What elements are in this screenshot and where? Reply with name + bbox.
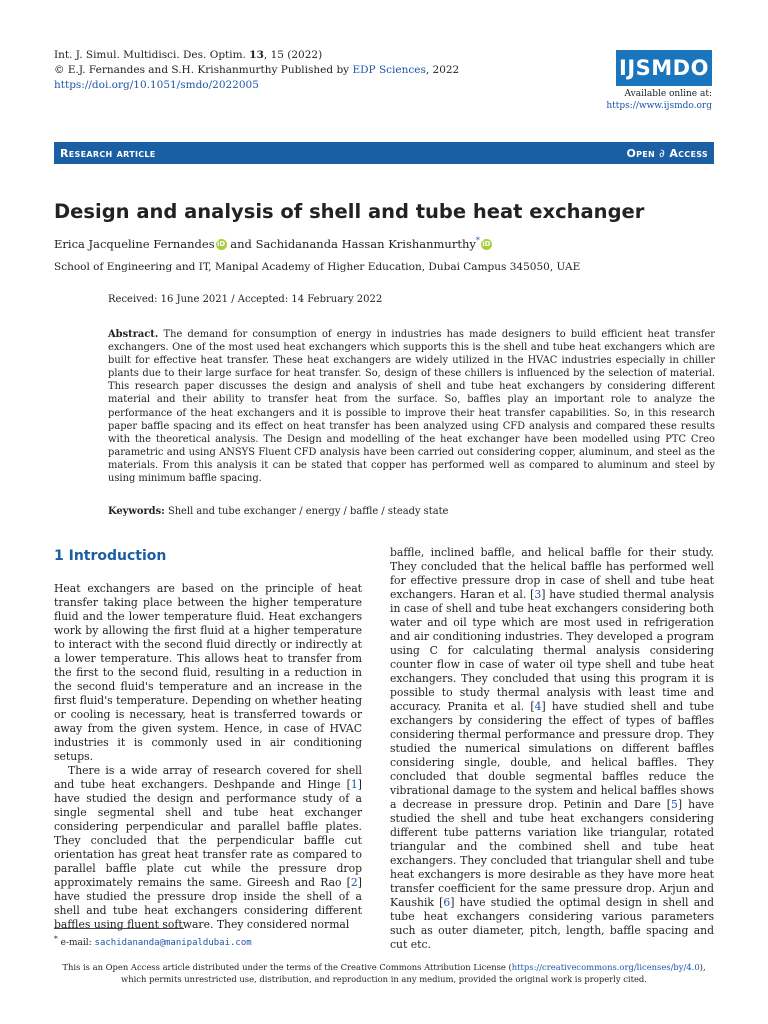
article-title: Design and analysis of shell and tube heat exchanger	[54, 200, 645, 223]
reference-link[interactable]: 5	[670, 798, 678, 811]
copyright-year: , 2022	[425, 64, 460, 76]
journal-logo[interactable]: IJSMDO	[616, 50, 712, 86]
paragraph-text: ] have studied the optimal design in shell and tube heat exchangers considering various parameters such as outer diameter, pitch, length, baffle spacing and cut etc.	[390, 896, 714, 951]
article-type-label: Research article	[60, 146, 156, 160]
section-number: 1	[54, 548, 64, 564]
footnote	[54, 934, 252, 948]
abstract-label: Abstract.	[108, 329, 159, 340]
email-link[interactable]: sachidananda@manipaldubai.com	[94, 938, 252, 948]
journal-info	[54, 48, 459, 93]
abstract-text: The demand for consumption of energy in industries has made designers to build efficient heat transfer exchangers. One of the most used heat exchangers which supports this is the shell and tube heat exchangers which are built for effective heat transfer. These heat exchangers are widely utilized in the HVAC industries especially in chiller plants due to their large surface for heat transfer. So, design of these chillers is influenced by the selection of material. This research paper discusses the design and analysis of shell and tube heat exchangers by considering different material and their ability to transfer heat from the surface. So, baffles play an important role to analyze the performance of the heat exchangers and it is possible to improve their heat transfer capabilities. So, in this research paper baffle spacing and its effect on heat transfer has been analyzed using CFD analysis and compared these results with the theoretical analysis. The Design and modelling of the heat exchanger have been modelled using PTC Creo parametric and using ANSYS Fluent CFD analysis have been carried out considering copper, aluminum, and steel as the materials. From this analysis it can be stated that copper has performed well as compared to aluminum and steel by using minimum baffle spacing.	[108, 329, 715, 485]
paragraph-text: ] have studied the pressure drop inside the shell of a shell and tube heat exchangers considering different baffles using fluent software. They considered normal	[54, 876, 362, 931]
license-link[interactable]: https://creativecommons.org/licenses/by/4.0	[511, 962, 700, 972]
copyright-text: © E.J. Fernandes and S.H. Krishanmurthy Published by	[54, 64, 350, 76]
orcid-icon[interactable]: iD	[482, 240, 491, 249]
keywords	[108, 506, 448, 517]
author-list	[54, 236, 492, 251]
open-label: Open	[626, 146, 656, 160]
license-text: ), which permits unrestricted use, distribution, and reproduction in any medium, provided the original work is properly cited.	[121, 962, 706, 984]
paragraph-text: ] have studied thermal analysis in case of shell and tube heat exchangers considering both water and oil type which are most used in refrigeration and air conditioning industries. They developed a program using C for calculating thermal analysis considering counter flow in case of water oil type shell and tube heat exchangers. They concluded that using this program it is possible to study thermal analysis with least time and accuracy. Pranita et al. [	[390, 588, 714, 713]
orcid-icon[interactable]: iD	[217, 240, 226, 249]
footnote-label: e-mail:	[60, 938, 95, 948]
citation-line	[54, 48, 459, 63]
doi-link[interactable]: https://doi.org/10.1051/smdo/2022005	[54, 79, 259, 91]
paragraph-text: baffle, inclined baffle, and helical baffle for their study. They concluded that the helical baffle has performed well for effective pressure drop in case of shell and tube heat exchangers. Haran et al. [	[390, 546, 714, 601]
publisher-link[interactable]: EDP Sciences	[352, 64, 426, 76]
article-type-banner	[54, 142, 714, 164]
journal-url-link[interactable]: https://www.ijsmdo.org	[606, 101, 712, 111]
corresponding-mark[interactable]: *	[475, 236, 480, 245]
access-label: Access	[669, 146, 708, 160]
availability-info	[606, 88, 712, 112]
body-column-left	[54, 582, 362, 932]
body-paragraph	[390, 546, 714, 952]
reference-link[interactable]: 4	[534, 700, 542, 713]
journal-volume: 13	[249, 49, 264, 61]
license-notice	[54, 961, 714, 985]
reference-link[interactable]: 2	[350, 876, 358, 889]
paragraph-text: ] have studied shell and tube exchangers by considering the effect of types of baffles considering thermal performance and pressure drop. They studied the numerical simulations on different baffles considering single, double, and helical baffles. They concluded that double segmental baffles reduce the vibrational damage to the system and helical baffles shows a decrease in pressure drop. Petinin and Dare [	[390, 700, 714, 811]
body-paragraph	[54, 764, 362, 932]
section-heading	[54, 548, 166, 564]
reference-link[interactable]: 1	[350, 778, 358, 791]
open-access-label	[626, 147, 708, 160]
reference-link[interactable]: 6	[443, 896, 451, 909]
keywords-label: Keywords:	[108, 506, 165, 517]
affiliation: School of Engineering and IT, Manipal Academy of Higher Education, Dubai Campus 345050, UAE	[54, 261, 581, 273]
available-label: Available online at:	[624, 89, 712, 99]
paragraph-text: ] have studied the design and performance study of a single segmental shell and tube heat exchanger considering perpendicular and parallel baffle plates. They concluded that the perpendicular baffle cut orientation has great heat transfer rate as compared to parallel baffle plate cut while the pressure drop approximately remains the same. Gireesh and Rao [	[54, 778, 362, 889]
keywords-text: Shell and tube exchanger / energy / baffle / steady state	[167, 506, 449, 517]
reference-link[interactable]: 3	[534, 588, 542, 601]
copyright-line	[54, 63, 459, 78]
journal-name: Int. J. Simul. Multidisci. Des. Optim.	[54, 49, 246, 61]
section-title: Introduction	[68, 548, 167, 564]
paragraph-text: There is a wide array of research covered for shell and tube heat exchangers. Deshpande and Hinge [	[54, 764, 362, 791]
abstract	[108, 328, 715, 485]
paragraph-text: ] have studied the shell and tube heat exchangers considering different tube patterns variation like triangular, rotated triangular and the combined shell and tube heat exchangers. They concluded that triangular shell and tube heat exchangers is more desirable as they have more heat transfer coefficient for the same pressure drop. Arjun and Kaushik [	[390, 798, 715, 909]
license-text: This is an Open Access article distributed under the terms of the Creative Commons Attribution License (	[62, 962, 512, 972]
body-column-right	[390, 546, 714, 952]
article-dates: Received: 16 June 2021 / Accepted: 14 February 2022	[108, 294, 383, 305]
journal-issue: , 15 (2022)	[263, 49, 323, 61]
author-name: Sachidananda Hassan Krishanmurthy	[255, 236, 476, 251]
body-paragraph: Heat exchangers are based on the principle of heat transfer taking place between the higher temperature fluid and the lower temperature fluid. Heat exchangers work by allowing the first fluid at a higher temperature to interact with the second fluid directly or indirectly at a lower temperature. This allows heat to transfer from the first to the second fluid, resulting in a reduction in the second fluid's temperature and an increase in the first fluid's temperature. Depending on whether heating or cooling is necessary, heat is transferred towards or away from the given system. Hence, in case of HVAC industries it is commonly used in air conditioning setups.	[54, 582, 362, 763]
footnote-mark: *	[54, 934, 58, 943]
open-access-icon: ∂	[659, 146, 666, 160]
author-name: Erica Jacqueline Fernandes	[54, 236, 215, 251]
footnote-divider	[54, 928, 184, 929]
author-separator: and	[226, 236, 256, 251]
